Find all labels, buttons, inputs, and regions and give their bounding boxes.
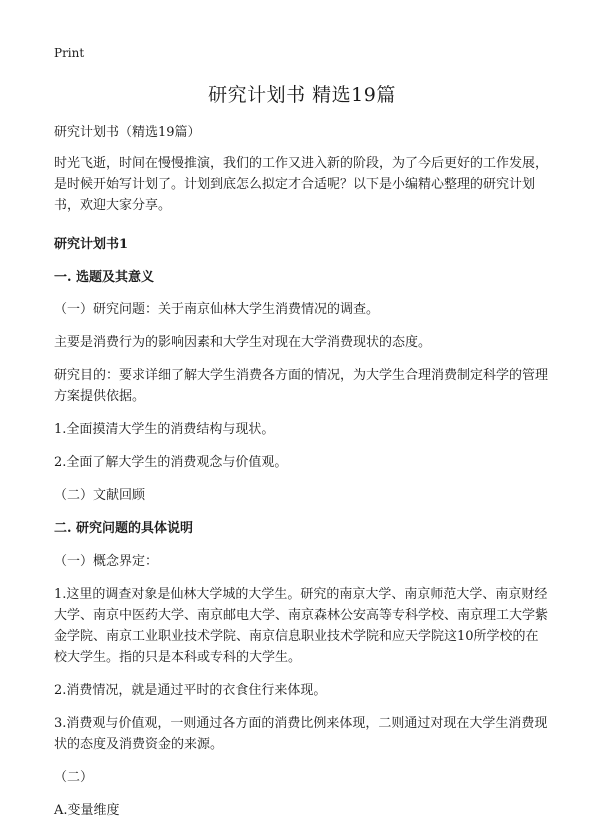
- paragraph: 3.消费观与价值观，一则通过各方面的消费比例来体现，二则通过对现在大学生消费现状的态度及消费资金的来源。: [54, 716, 548, 752]
- paragraph: （一）概念界定：: [54, 554, 159, 569]
- paragraph: （一）研究问题：关于南京仙林大学生消费情况的调查。: [54, 302, 380, 317]
- paragraph: 主要是消费行为的影响因素和大学生对现在大学消费现状的态度。: [54, 335, 432, 350]
- paragraph: （二）: [54, 770, 94, 785]
- print-link[interactable]: Print: [54, 46, 85, 60]
- paragraph: 2.全面了解大学生的消费观念与价值观。: [54, 455, 288, 470]
- document-body: [54, 122, 550, 821]
- section-heading: 一. 选题及其意义: [54, 270, 155, 285]
- page-title: 研究计划书 精选19篇: [208, 84, 396, 106]
- paragraph: A.变量维度: [54, 803, 120, 818]
- paragraph: 1.全面摸清大学生的消费结构与现状。: [54, 422, 275, 437]
- paragraph: 时光飞逝，时间在慢慢推演，我们的工作又进入新的阶段，为了今后更好的工作发展，是时候开始写计划了。计划到底怎么拟定才合适呢？以下是小编精心整理的研究计划书，欢迎大家分享。: [54, 156, 549, 213]
- section-heading: 二. 研究问题的具体说明: [54, 521, 194, 536]
- paragraph: 研究目的：要求详细了解大学生消费各方面的情况，为大学生合理消费制定科学的管理方案提供依据。: [54, 368, 549, 404]
- paragraph: （二）文献回顾: [54, 488, 146, 503]
- paragraph: 1.这里的调查对象是仙林大学城的大学生。研究的南京大学、南京师范大学、南京财经大学、南京中医药大学、南京邮电大学、南京森林公安高等专科学校、南京理工大学紫金学院、南京工业职业技术学院、南京信息职业技术学院和应天学院这10所学校的在校大学生。指的只是本科或专科的大学生。: [54, 587, 549, 665]
- paragraph: 2.消费情况，就是通过平时的衣食住行来体现。: [54, 683, 327, 698]
- section-heading: 研究计划书1: [54, 237, 129, 252]
- paragraph: 研究计划书（精选19篇）: [54, 125, 201, 140]
